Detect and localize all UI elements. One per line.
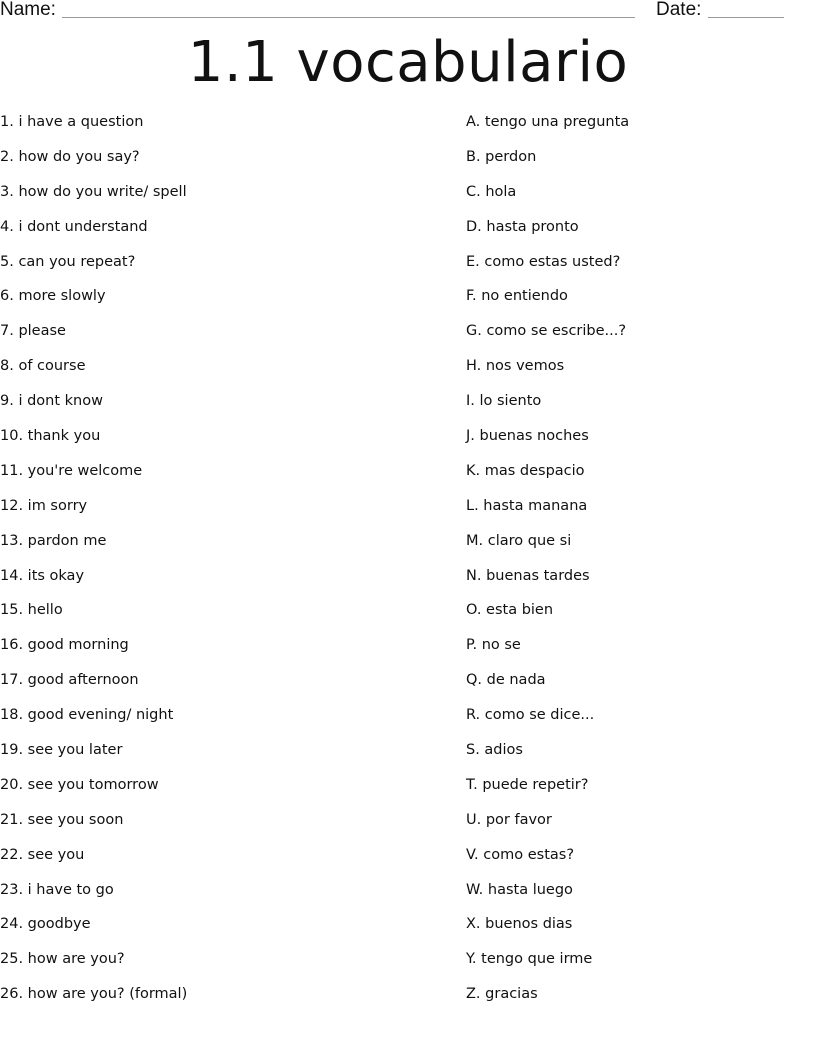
spanish-phrase-item: B. perdon [466,148,537,165]
spanish-phrase-item: U. por favor [466,811,552,828]
spanish-phrase-item: Z. gracias [466,986,538,1003]
spanish-phrase-item: Q. de nada [466,672,546,689]
english-phrase-item: 7. please [0,323,66,340]
name-blank-line [62,17,635,18]
worksheet-header [0,0,816,22]
english-phrase-item: 3. how do you write/ spell [0,183,187,200]
english-phrase-item: 23. i have to go [0,881,114,898]
english-phrase-item: 22. see you [0,846,85,863]
english-phrase-item: 9. i dont know [0,393,103,410]
english-phrase-item: 25. how are you? [0,951,125,968]
spanish-phrase-item: G. como se escribe...? [466,323,627,340]
english-phrase-item: 19. see you later [0,742,123,759]
spanish-phrase-item: J. buenas noches [466,428,589,445]
english-phrase-item: 4. i dont understand [0,218,148,235]
english-phrase-item: 13. pardon me [0,532,107,549]
date-label: Date: [656,0,702,20]
spanish-phrase-item: Y. tengo que irme [466,951,593,968]
spanish-phrase-item: H. nos vemos [466,358,565,375]
english-phrase-item: 11. you're welcome [0,462,143,479]
spanish-phrase-item: X. buenos dias [466,916,573,933]
spanish-phrase-item: N. buenas tardes [466,567,590,584]
spanish-phrase-item: D. hasta pronto [466,218,579,235]
english-phrase-item: 17. good afternoon [0,672,139,689]
english-phrase-item: 15. hello [0,602,63,619]
english-phrase-item: 2. how do you say? [0,148,140,165]
spanish-phrase-item: S. adios [466,742,523,759]
spanish-phrase-item: E. como estas usted? [466,253,621,270]
english-phrase-item: 14. its okay [0,567,85,584]
spanish-phrase-list [466,111,806,1018]
english-phrase-item: 8. of course [0,358,86,375]
spanish-phrase-item: A. tengo una pregunta [466,114,630,130]
english-phrase-item: 18. good evening/ night [0,707,174,724]
spanish-phrase-item: I. lo siento [466,393,542,410]
english-phrase-item: 16. good morning [0,637,129,654]
spanish-phrase-item: F. no entiendo [466,288,568,305]
english-phrase-item: 5. can you repeat? [0,253,136,270]
date-blank-line [708,17,784,18]
spanish-phrase-item: O. esta bien [466,602,554,619]
english-phrase-item: 10. thank you [0,428,101,445]
english-phrase-item: 1. i have a question [0,114,144,130]
spanish-phrase-item: T. puede repetir? [466,776,589,793]
spanish-phrase-item: K. mas despacio [466,462,585,479]
english-phrase-item: 20. see you tomorrow [0,776,159,793]
spanish-phrase-item: C. hola [466,183,517,200]
spanish-phrase-item: W. hasta luego [466,881,573,898]
spanish-phrase-item: V. como estas? [466,846,575,863]
name-label: Name: [0,0,56,20]
english-phrase-item: 24. goodbye [0,916,91,933]
english-phrase-list [0,111,440,1018]
spanish-phrase-item: M. claro que si [466,532,572,549]
english-phrase-item: 26. how are you? (formal) [0,986,188,1003]
spanish-phrase-item: P. no se [466,637,521,654]
english-phrase-item: 12. im sorry [0,497,88,514]
english-phrase-item: 21. see you soon [0,811,124,828]
worksheet-title: 1.1 vocabulario [187,30,629,95]
spanish-phrase-item: R. como se dice... [466,707,595,724]
english-phrase-item: 6. more slowly [0,288,106,305]
spanish-phrase-item: L. hasta manana [466,497,588,514]
